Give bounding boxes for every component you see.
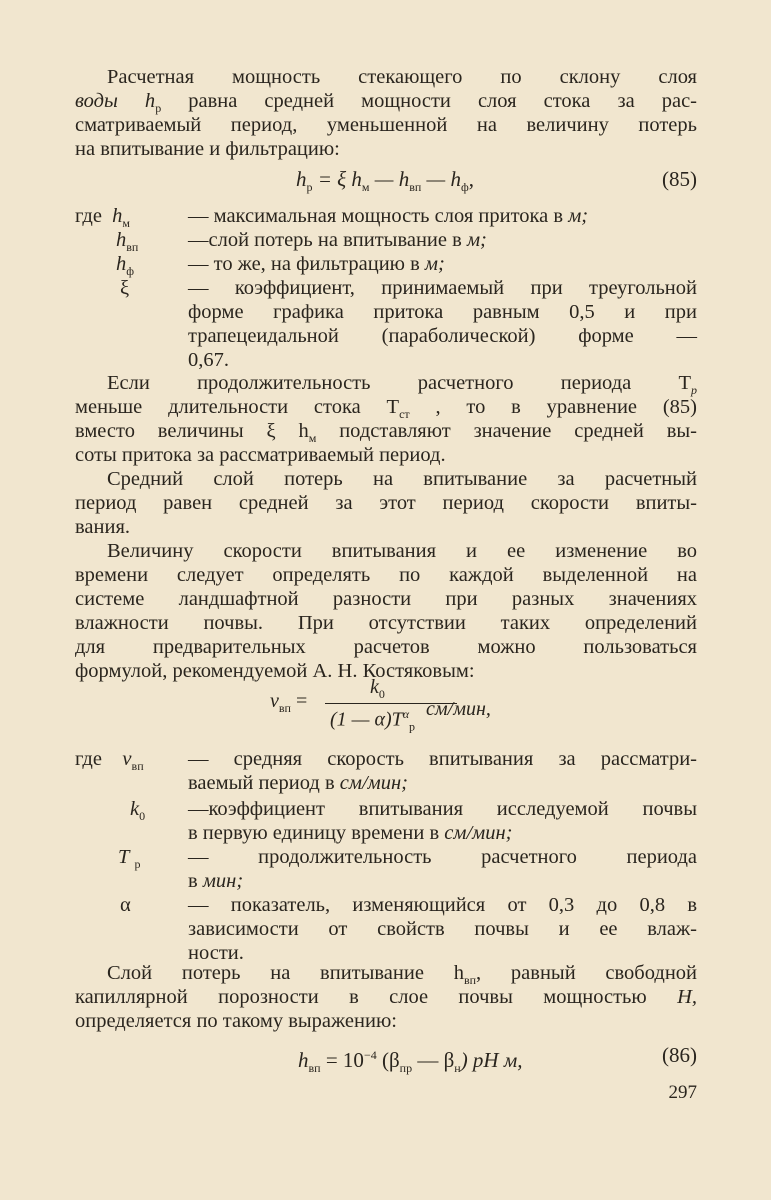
text-line: времени следует определять по каждой выделенной на [75,564,697,586]
text-line: Слой потерь на впитывание $h_{вп}$, равный свободной [107,962,698,988]
definition-text: трапецеидальной (параболической) форме — [188,325,697,347]
definition-text: — продолжительность расчетного периода [188,846,697,868]
equation-number: (86) [662,1043,697,1067]
definition-text: зависимости от свойств почвы и ее влаж- [188,918,697,940]
definition-symbol: ξ [120,277,130,299]
definition-text: форме графика притока равным 0,5 и при [188,301,697,323]
text-line: вместо величины ξ $h_м$ подставляют значение средней вы- [75,420,697,446]
text-line: системе ландшафтной разности при разных значениях [75,588,697,610]
text-line: влажности почвы. При отсутствии таких определений [75,612,697,634]
text-line: капиллярной порозности в слое почвы мощностью H, [75,986,697,1008]
text-line: Величину скорости впитывания и ее изменение во [107,540,697,562]
definition-text: в первую единицу времени в см/мин; [188,822,513,844]
text-line: воды $h_р$ равна средней мощности слоя стока за рас- [75,90,697,116]
text-line: Если продолжительность расчетного периода $T_р$ [107,372,697,398]
definition-symbol: $k_0$ [130,798,146,824]
text-line: определяется по такому выражению: [75,1010,397,1032]
text-line: Расчетная мощность стекающего по склону слоя [107,66,697,88]
text-line: формулой, рекомендуемой А. Н. Костяковым: [75,660,475,682]
text-line: для предварительных расчетов можно пользоваться [75,636,697,658]
definition-text: 0,67. [188,349,229,371]
text-line: соты притока за рассматриваемый период. [75,444,446,466]
equation-86: $h_{вп} = 10^{-4}$ ($\beta_{пр}$ — $\beta_н$) pH м, [298,1048,523,1076]
definition-text: — максимальная мощность слоя притока в м; [188,205,589,227]
equation-85: $h_р = \xi$ $h_м$ — $h_{вп}$ — $h_ф$, [296,167,475,195]
text-line: на впитывание и фильтрацию: [75,138,340,160]
definition-symbol: $h_{вп}$ [116,229,139,255]
definition-text: — показатель, изменяющийся от 0,3 до 0,8 в [188,894,697,916]
definition-symbol: где $h_м$ [75,205,131,231]
book-page: Расчетная мощность стекающего по склону слоя воды $h_р$ равна средней мощности слоя стока за рас- сматриваемый период, уменьшенной на величину потерь на впитывание и фильтрацию: $h_р = \xi$ $h_м$ — $h_{вп}$ — $h_ф$, (85) где $h_м$ — максимальная мощность слоя притока в м; $h_{вп}$ —слой потерь на впитывание в м; $h_ф$ — то же, на фильтрацию в м; ξ — коэффициент, принимаемый при треугольной форме графика притока равным 0,5 и при трапецеидальной (параболической) форме — 0,67. Если продолжительность расчетного периода $T_р$ меньше длительности стока $T_{ст}$ , то в уравнение (85) вместо величины ξ $h_м$ подставляют значение средней вы- соты притока за рассматриваемый период. Средний слой потерь на впитывание за расчетный период равен средней за этот период скорости впиты- вания. Величину скорости впитывания и ее изменение во времени следует определять по каждой выделенной на системе ландшафтной разности при разных значениях влажности почвы. При отсутствии таких определений для предварительных расчетов можно пользоваться формулой, рекомендуемой А. Н. Костяковым: $v_{вп}$ = $k_0$ (1 — $\alpha)T^\alpha_р$ см/мин, где $v_{вп}$ — средняя скорость впитывания за рассматри- ваемый период в см/мин; $k_0$ —коэффициент впитывания исследуемой почвы в первую единицу времени в см/мин; T $_р$ — продолжительность расчетного периода в мин; α — показатель, изменяющийся от 0,3 до 0,8 в зависимости от свойств почвы и ее влаж- ности. Слой потерь на впитывание $h_{вп}$, равный свободной капиллярной порозности в слое почвы мощностью H, определяется по такому выражению: $h_{вп} = 10^{-4}$ ($\beta_{пр}$ — $\beta_н$) pH м, (86) 297 [75,66,698,1103]
text-line: сматриваемый период, уменьшенной на величину потерь [75,114,697,136]
definition-symbol: T $_р$ [118,846,141,872]
definition-symbol: $h_ф$ [116,253,135,279]
definition-text: ваемый период в см/мин; [188,772,408,794]
page-number: 297 [668,1082,697,1103]
definition-symbol: где $v_{вп}$ [75,748,144,774]
text-line: период равен средней за этот период скорости впиты- [75,492,697,514]
definition-text: — то же, на фильтрацию в м; [188,253,445,275]
definition-text: —коэффициент впитывания исследуемой почвы [188,798,697,820]
text-line: меньше длительности стока $T_{ст}$ , то в уравнение (85) [75,396,697,422]
definition-text: ности. [188,942,244,964]
definition-text: в мин; [188,870,244,892]
definition-text: —слой потерь на впитывание в м; [188,229,487,251]
text-line: вания. [75,516,131,538]
text-line: Средний слой потерь на впитывание за расчетный [107,468,697,490]
definition-symbol: α [120,894,131,916]
definition-text: — коэффициент, принимаемый при треугольной [188,277,697,299]
equation-number: (85) [662,167,697,191]
definition-text: — средняя скорость впитывания за рассматри- [188,748,697,770]
